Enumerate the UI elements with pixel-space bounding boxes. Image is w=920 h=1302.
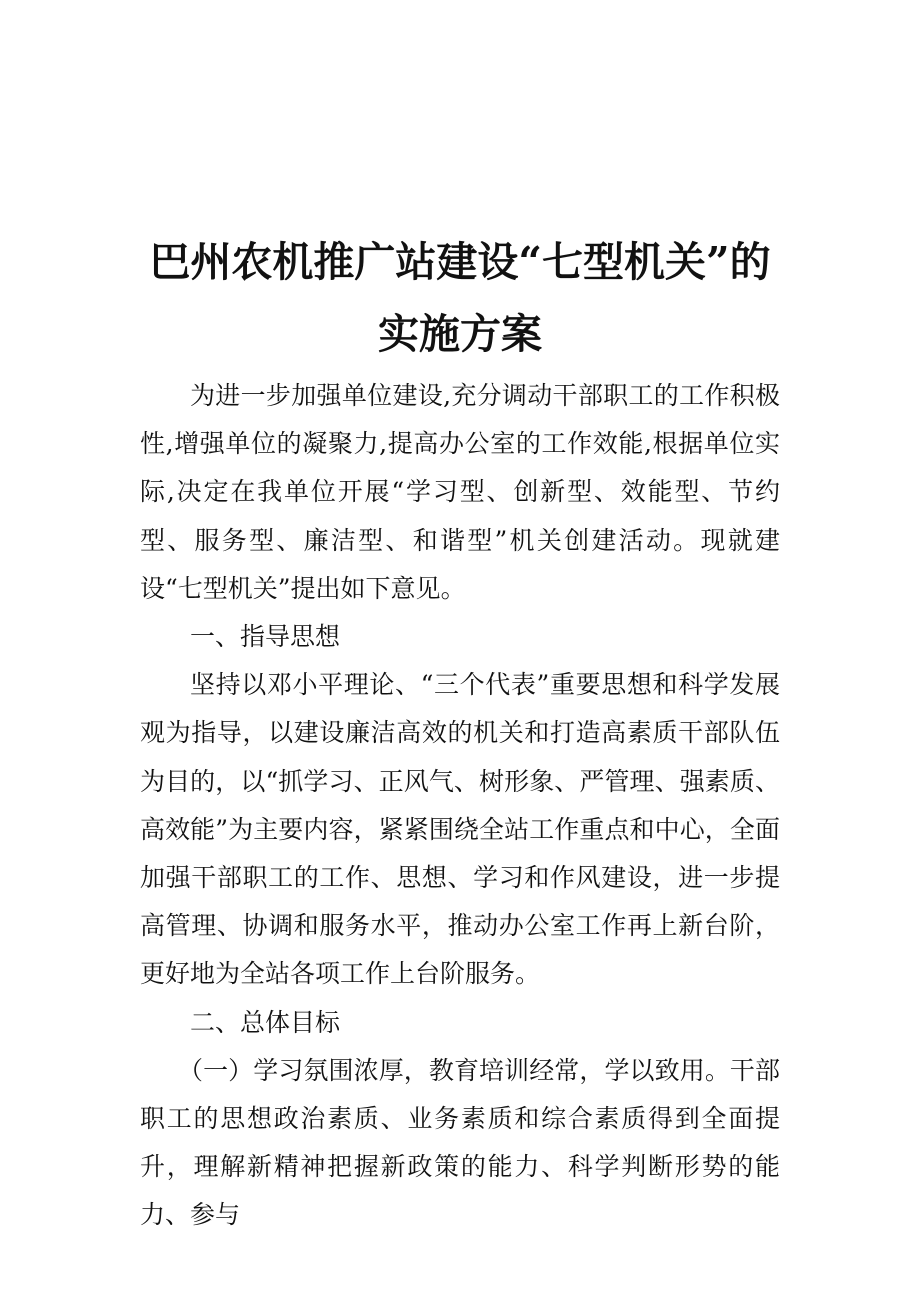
document-body (140, 372, 780, 1240)
document-title-line-1: 巴州农机推广站建设“七型机关”的 (149, 238, 771, 286)
intro-paragraph: 为进一步加强单位建设,充分调动干部职工的工作积极性,增强单位的凝聚力,提高办公室的工作效能,根据单位实际,决定在我单位开展“学习型、创新型、效能型、节约型、服务型、廉洁型、和谐型”机关创建活动。现就建设“七型机关”提出如下意见。 (140, 381, 780, 603)
overall-goals-item-1: （一）学习氛围浓厚，教育培训经常，学以致用。干部职工的思想政治素质、业务素质和综合素质得到全面提升，理解新精神把握新政策的能力、科学判断形势的能力、参与 (140, 1055, 780, 1230)
section-heading-overall-goals: 二、总体目标 (190, 1007, 341, 1037)
guiding-ideology-paragraph: 坚持以邓小平理论、“三个代表”重要思想和科学发展观为指导，以建设廉洁高效的机关和打造高素质干部队伍为目的，以“抓学习、正风气、树形象、严管理、强素质、高效能”为主要内容，紧紧围绕全站工作重点和中心，全面加强干部职工的工作、思想、学习和作风建设，进一步提高管理、协调和服务水平，推动办公室工作再上新台阶，更好地为全站各项工作上台阶服务。 (140, 670, 780, 989)
document-title-line-2: 实施方案 (378, 310, 542, 358)
section-heading-guiding-ideology: 一、指导思想 (190, 622, 341, 652)
